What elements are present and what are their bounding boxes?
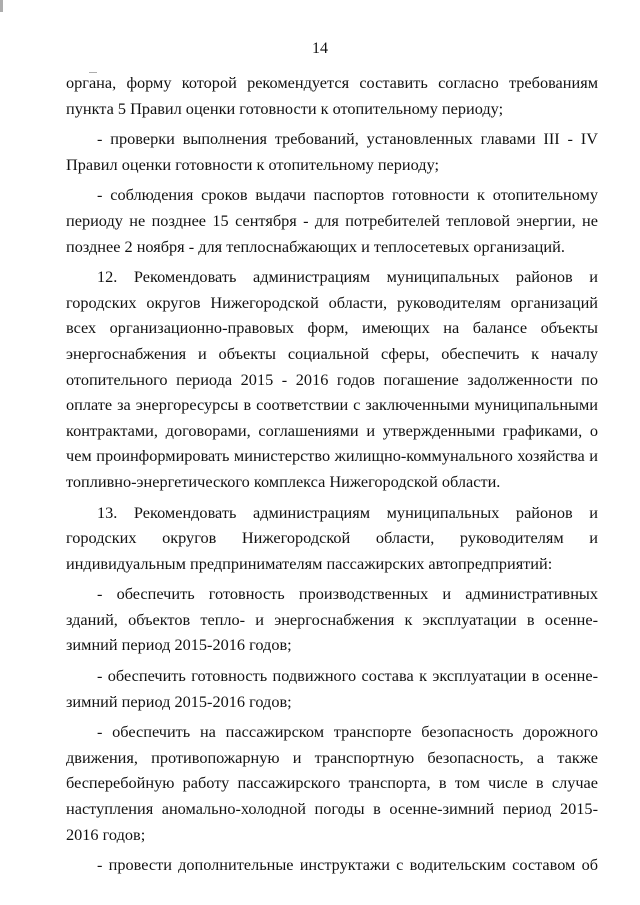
paragraph-clause-12: 12. Рекомендовать администрациям муниципальных районов и городских округов Нижегородской области, руководителям организаций всех организационно-правовых форм, имеющих на балансе объекты энергоснабжения и объекты социальной сферы, обеспечить к началу отопительного периода 2015 - 2016 годов погашение задолженности по оплате за энергоресурсы в соответствии с заключенными муниципальными контрактами, договорами, соглашениями и утвержденными графиками, о чем проинформировать министерство жилищно-коммунального хозяйства и топливно-энергетического комплекса Нижегородской области. [66, 267, 598, 491]
paragraph-item-buildings-readiness: - обеспечить готовность производственных и административных зданий, объектов тепло- и энергоснабжения к эксплуатации в осенне-зимний период 2015-2016 годов; [66, 584, 598, 655]
paragraph-item-checks-requirements: - проверки выполнения требований, установленных главами III - IV Правил оценки готовности к отопительному периоду; [66, 129, 598, 174]
paragraph-item-transport-safety: - обеспечить на пассажирском транспорте безопасность дорожного движения, противопожарную и транспортную безопасность, а также бесперебойную работу пассажирского транспорта, в том числе в случае наступления аномально-холодной погоды в осенне-зимний период 2015-2016 годов; [66, 722, 598, 844]
paragraph-item-rolling-stock: - обеспечить готовность подвижного состава к эксплуатации в осенне- зимний период 2015-2016 годов; [66, 666, 598, 711]
paragraph-item-briefings: - провести дополнительные инструктажи с водительским составом об [97, 855, 598, 875]
document-body [66, 70, 598, 878]
paragraph-continuation: органа, форму которой рекомендуется составить согласно требованиям пункта 5 Правил оценки готовности к отопительному периоду; [66, 73, 598, 118]
page-number: 14 [312, 40, 328, 57]
paragraph-clause-13: 13. Рекомендовать администрациям муниципальных районов и городских округов Нижегородской области, руководителям и индивидуальным предпринимателям пассажирских автопредприятий: [66, 502, 598, 573]
paragraph-item-passport-deadlines: - соблюдения сроков выдачи паспортов готовности к отопительному периоду не позднее 15 сентября - для потребителей тепловой энергии, не позднее 2 ноября - для теплоснабжающих и теплосетевых организаций. [66, 185, 598, 256]
scan-artifact-top-left [0, 0, 3, 12]
